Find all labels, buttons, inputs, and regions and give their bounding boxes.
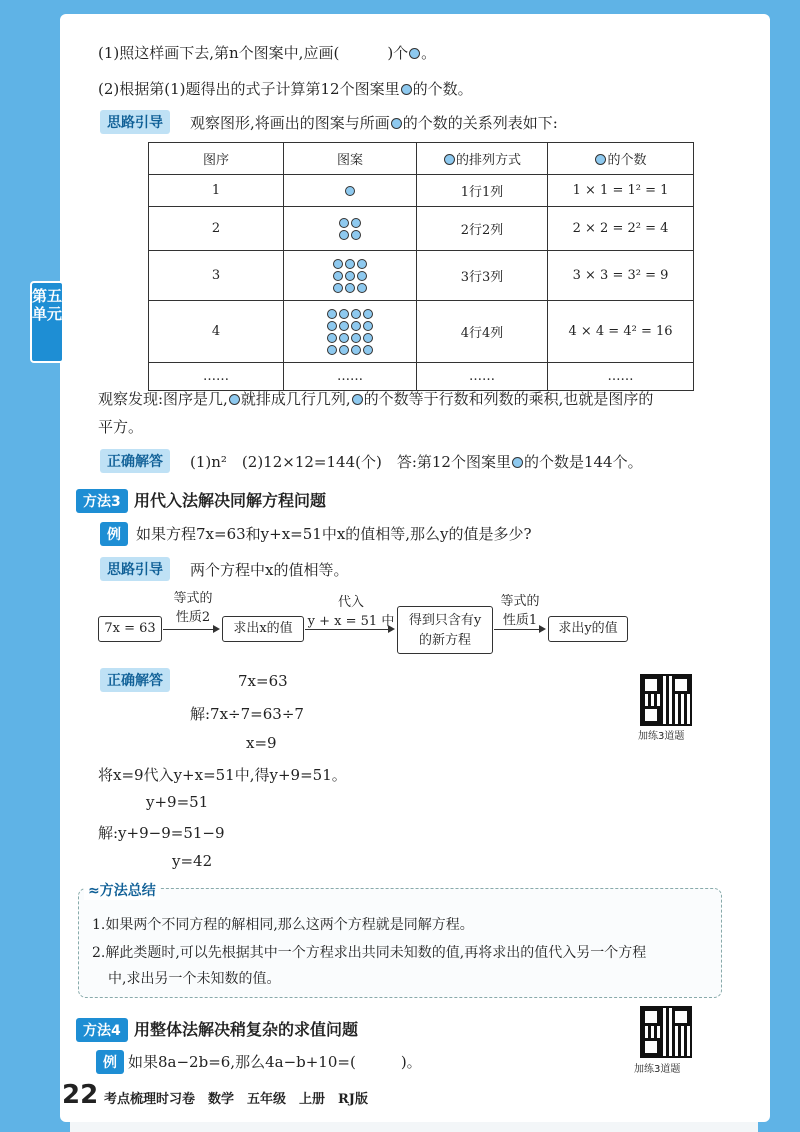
question-1-text: (1)照这样画下去,第n个图案中,应画( <box>98 44 340 62</box>
flow-label-3a: 等式的 <box>500 594 540 609</box>
header-cell <box>548 143 694 175</box>
solve-line-7: y=42 <box>172 852 213 870</box>
pattern-circle <box>351 230 361 240</box>
pattern-circle <box>327 345 337 355</box>
summary-item-2a: 2.解此类题时,可以先根据其中一个方程求出共同未知数的值,再将求出的值代入另一个方程 <box>92 945 647 961</box>
row-arrangement: 2行2列 <box>417 207 548 251</box>
circle-pattern <box>333 259 367 293</box>
row-arrangement: 3行3列 <box>417 251 548 301</box>
pattern-circle <box>339 218 349 228</box>
summary-item-1: 1.如果两个不同方程的解相同,那么这两个方程就是同解方程。 <box>92 917 474 933</box>
pattern-circle <box>363 321 373 331</box>
observation <box>98 388 653 409</box>
page-number: 22 <box>62 1080 99 1110</box>
header-cell: 图案 <box>284 143 417 175</box>
example-tag: 例 <box>100 522 128 546</box>
row-index: 1 <box>149 175 284 207</box>
pattern-circle <box>363 345 373 355</box>
flow-label-1b: 性质2 <box>175 610 211 625</box>
flow-arrow <box>163 629 218 630</box>
pattern-circle <box>351 309 361 319</box>
flow-box-4: 求出y的值 <box>548 616 628 642</box>
row-pattern <box>284 175 417 207</box>
summary-item-2b: 中,求出另一个未知数的值。 <box>108 971 281 987</box>
pattern-circle <box>327 333 337 343</box>
circle-pattern <box>339 218 361 240</box>
qr-label: 加练3道题 <box>638 731 685 742</box>
solve-line-3: x=9 <box>246 734 277 752</box>
hint-tag: 思路引导 <box>100 110 170 134</box>
method4-tag: 方法4 <box>76 1018 128 1042</box>
row-arrangement: 4行4列 <box>417 301 548 363</box>
row-count: 4 × 4 = 4² = 16 <box>548 301 694 363</box>
pattern-circle <box>351 345 361 355</box>
row-pattern <box>284 251 417 301</box>
flow-box-3 <box>397 606 493 654</box>
pattern-circle <box>363 309 373 319</box>
table-header-row <box>149 143 694 175</box>
circle-icon <box>595 154 606 165</box>
header-cell: 图序 <box>149 143 284 175</box>
row-index: 2 <box>149 207 284 251</box>
table-row <box>149 301 694 363</box>
summary-title: ≈方法总结 <box>84 880 160 900</box>
ellipsis-cell: …… <box>548 363 694 391</box>
pattern-circle <box>339 333 349 343</box>
pattern-circle <box>351 218 361 228</box>
pattern-circle <box>339 309 349 319</box>
circle-icon <box>391 118 402 129</box>
row-index: 3 <box>149 251 284 301</box>
ellipsis-cell: …… <box>149 363 284 391</box>
method3-tag: 方法3 <box>76 489 128 513</box>
qr-label-2: 加练3道题 <box>634 1064 681 1075</box>
row-pattern <box>284 207 417 251</box>
flow-label-2b: y + x = 51 中 <box>307 614 395 629</box>
row-pattern <box>284 301 417 363</box>
method3-title: 用代入法解决同解方程问题 <box>134 491 327 510</box>
pattern-circle <box>345 271 355 281</box>
answer-1-tail: 的个数是144个。 <box>523 453 643 471</box>
example-3-text: 如果方程7x=63和y+x=51中x的值相等,那么y的值是多少? <box>136 525 532 543</box>
ellipsis-cell: …… <box>284 363 417 391</box>
pattern-circle <box>333 283 343 293</box>
question-2-head: (2)根据第(1)题得出的式子计算第12个图案里 <box>98 80 400 98</box>
header-cell <box>417 143 548 175</box>
pattern-circle <box>363 333 373 343</box>
qr-code[interactable] <box>640 674 692 726</box>
flow-arrow <box>494 629 544 630</box>
example-4-text: 如果8a−2b=6,那么4a−b+10=( )。 <box>128 1053 422 1071</box>
flow-box-1: 7x = 63 <box>98 616 162 642</box>
pattern-circle <box>345 283 355 293</box>
solve-line-5: y+9=51 <box>146 793 209 811</box>
hint-2: 两个方程中x的值相等。 <box>190 561 349 579</box>
row-count: 3 × 3 = 3² = 9 <box>548 251 694 301</box>
answer-tag: 正确解答 <box>100 449 170 473</box>
flow-box-2: 求出x的值 <box>222 616 304 642</box>
observation-a: 观察发现:图序是几, <box>98 390 228 408</box>
hint-1 <box>190 112 558 133</box>
row-index: 4 <box>149 301 284 363</box>
pattern-circle <box>327 309 337 319</box>
flow-label-3b: 性质1 <box>502 613 538 628</box>
question-1: (1)照这样画下去,第n个图案中,应画( )个 。 <box>98 44 437 62</box>
pattern-table <box>148 142 694 391</box>
pattern-circle <box>357 259 367 269</box>
question-2-tail: 的个数。 <box>412 80 473 98</box>
hint-tag-2: 思路引导 <box>100 557 170 581</box>
row-arrangement: 1行1列 <box>417 175 548 207</box>
pattern-circle <box>351 321 361 331</box>
footer-text: 考点梳理时习卷 数学 五年级 上册 RJ版 <box>104 1092 368 1107</box>
circle-pattern <box>345 186 355 196</box>
circle-icon <box>401 84 412 95</box>
ellipsis-cell: …… <box>417 363 548 391</box>
pattern-circle <box>351 333 361 343</box>
flow-arrow <box>305 629 393 630</box>
table-row <box>149 207 694 251</box>
flow-box-3-line2: 的新方程 <box>418 633 471 648</box>
answer-tag-2: 正确解答 <box>100 668 170 692</box>
pattern-circle <box>327 321 337 331</box>
example-tag-2: 例 <box>96 1050 124 1074</box>
pattern-circle <box>333 271 343 281</box>
flow-label-2a: 代入 <box>337 595 364 610</box>
pattern-circle <box>339 345 349 355</box>
answer-1 <box>190 451 643 472</box>
qr-code-2[interactable] <box>640 1006 692 1058</box>
observation-b: 就排成几行几列, <box>240 390 351 408</box>
solve-line-6: 解:y+9−9=51−9 <box>98 824 225 842</box>
question-1-tail: )个 <box>387 44 409 62</box>
hint-1-tail: 的个数的关系列表如下: <box>402 114 558 132</box>
pattern-circle <box>333 259 343 269</box>
pattern-circle <box>345 259 355 269</box>
header-text: 的排列方式 <box>455 153 521 168</box>
answer-1-head: (1)n² (2)12×12=144(个) 答:第12个图案里 <box>190 453 511 471</box>
header-text: 的个数 <box>607 153 647 168</box>
observation-end: 平方。 <box>98 418 144 436</box>
row-count: 2 × 2 = 2² = 4 <box>548 207 694 251</box>
pattern-circle <box>345 186 355 196</box>
solve-line-2: 解:7x÷7=63÷7 <box>190 705 304 723</box>
pattern-circle <box>357 283 367 293</box>
observation-c: 的个数等于行数和列数的乘积,也就是图序的 <box>363 390 654 408</box>
pattern-circle <box>339 230 349 240</box>
hint-1-head: 观察图形,将画出的图案与所画 <box>190 114 390 132</box>
circle-icon <box>512 457 523 468</box>
method4-title: 用整体法解决稍复杂的求值问题 <box>134 1020 359 1039</box>
circle-pattern <box>327 309 373 355</box>
flow-box-3-line1: 得到只含有y <box>408 613 482 628</box>
circle-icon <box>409 48 420 59</box>
table-row <box>149 363 694 391</box>
solve-line-4: 将x=9代入y+x=51中,得y+9=51。 <box>98 766 347 784</box>
table-row <box>149 175 694 207</box>
solve-line-1: 7x=63 <box>238 672 288 690</box>
table-row <box>149 251 694 301</box>
unit-tab: 第五单元 <box>30 281 64 363</box>
flow-label-1a: 等式的 <box>173 591 213 606</box>
circle-icon <box>444 154 455 165</box>
circle-icon <box>352 394 363 405</box>
pattern-circle <box>357 271 367 281</box>
pattern-circle <box>339 321 349 331</box>
row-count: 1 × 1 = 1² = 1 <box>548 175 694 207</box>
question-2 <box>98 78 473 99</box>
circle-icon <box>229 394 240 405</box>
